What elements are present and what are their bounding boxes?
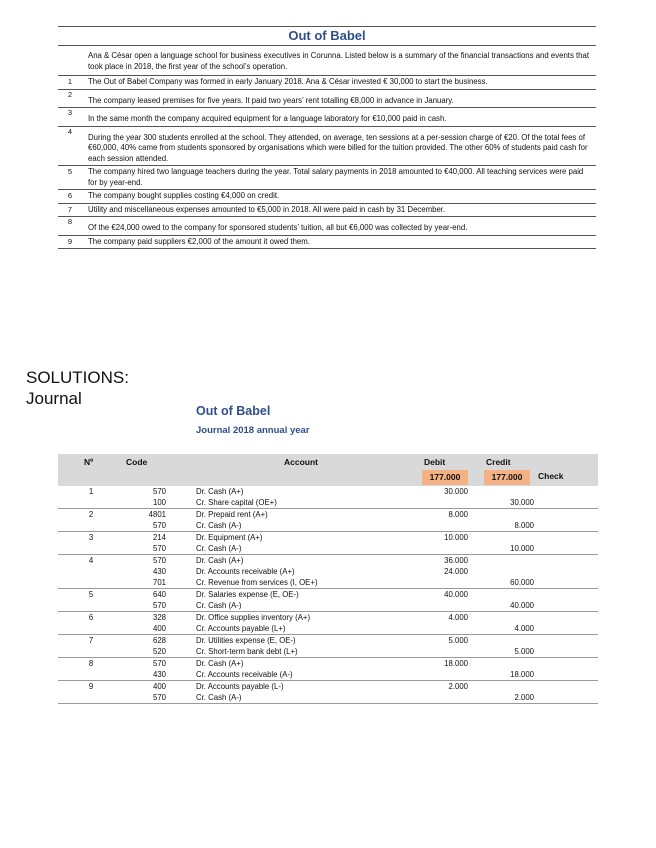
- account-code: 328: [152, 613, 166, 622]
- journal-header: [58, 454, 598, 486]
- problem-item-number: 2: [67, 89, 73, 99]
- check-label: Check: [538, 471, 564, 481]
- debit-amount: 5.000: [448, 636, 468, 645]
- credit-amount: 10.000: [510, 544, 534, 553]
- journal-entry: [58, 532, 598, 555]
- header-debit: Debit: [424, 457, 446, 467]
- problem-item-text: The Out of Babel Company was formed in early January 2018. Ana & César invested € 30,000 to start the business.: [88, 77, 488, 86]
- journal-line: [58, 532, 598, 543]
- problem-item-number: 9: [67, 236, 73, 246]
- debit-amount: 10.000: [444, 533, 468, 542]
- entry-number: 4: [88, 556, 94, 565]
- entry-number: 1: [88, 487, 94, 496]
- journal-entry: [58, 681, 598, 704]
- entry-number: 3: [88, 533, 94, 542]
- header-no: Nº: [84, 457, 94, 467]
- entry-number: 5: [88, 590, 94, 599]
- account-name: Dr. Cash (A+): [196, 487, 244, 496]
- debit-amount: 2.000: [448, 682, 468, 691]
- credit-total: 177.000: [484, 470, 530, 485]
- account-code: 100: [152, 498, 166, 507]
- account-name: Cr. Cash (A-): [196, 544, 242, 553]
- journal-line: [58, 681, 598, 692]
- problem-table: [58, 26, 596, 249]
- credit-amount: 60.000: [510, 578, 534, 587]
- account-name: Dr. Equipment (A+): [196, 533, 263, 542]
- account-code: 570: [152, 487, 166, 496]
- account-code: 570: [152, 544, 166, 553]
- account-name: Dr. Office supplies inventory (A+): [196, 613, 311, 622]
- account-name: Dr. Utilities expense (E, OE-): [196, 636, 296, 645]
- journal-entry: [58, 612, 598, 635]
- account-name: Dr. Prepaid rent (A+): [196, 510, 268, 519]
- header-account: Account: [284, 457, 318, 467]
- journal-heading: Journal: [26, 389, 82, 408]
- credit-amount: 2.000: [514, 693, 534, 702]
- account-code: 400: [152, 624, 166, 633]
- problem-items: [58, 76, 596, 249]
- journal-subtitle: Journal 2018 annual year: [196, 425, 310, 436]
- account-code: 520: [152, 647, 166, 656]
- journal-line: [58, 566, 598, 577]
- account-name: Cr. Accounts payable (L+): [196, 624, 286, 633]
- journal-line: [58, 646, 598, 657]
- credit-amount: 5.000: [514, 647, 534, 656]
- problem-item: [58, 166, 596, 190]
- debit-amount: 8.000: [448, 510, 468, 519]
- debit-amount: 18.000: [444, 659, 468, 668]
- debit-amount: 40.000: [444, 590, 468, 599]
- problem-intro: Ana & César open a language school for business executives in Corunna. Listed below is a summary of the financial transactions and events that took place in 2018, the first year of the school’s operation.: [58, 46, 596, 76]
- problem-item: [58, 190, 596, 204]
- debit-amount: 4.000: [448, 613, 468, 622]
- account-name: Cr. Short-term bank debt (L+): [196, 647, 298, 656]
- problem-item: [58, 127, 596, 167]
- problem-item-text: The company paid suppliers €2,000 of the amount it owed them.: [88, 236, 310, 246]
- account-code: 570: [152, 521, 166, 530]
- debit-amount: 24.000: [444, 567, 468, 576]
- account-name: Cr. Cash (A-): [196, 521, 242, 530]
- credit-amount: 40.000: [510, 601, 534, 610]
- journal-entry: [58, 486, 598, 509]
- journal-entry: [58, 658, 598, 681]
- problem-item-number: 3: [67, 108, 73, 117]
- header-code: Code: [126, 457, 148, 467]
- problem-item-text: The company hired two language teachers during the year. Total salary payments in 2018 amounted to €40,000. All teaching services were paid for by year-end.: [88, 167, 584, 187]
- entry-number: 8: [88, 659, 94, 668]
- journal-line: [58, 612, 598, 623]
- journal-line: [58, 520, 598, 531]
- problem-item: [58, 108, 596, 127]
- entry-number: 7: [88, 636, 94, 645]
- problem-item-text: Of the €24,000 owed to the company for sponsored students’ tuition, all but €6,000 was collected by year-end.: [88, 223, 468, 232]
- debit-amount: 36.000: [444, 556, 468, 565]
- account-name: Cr. Cash (A-): [196, 693, 242, 702]
- journal-line: [58, 635, 598, 646]
- account-name: Dr. Salaries expense (E, OE-): [196, 590, 299, 599]
- journal-line: [58, 692, 598, 703]
- journal-line: [58, 623, 598, 634]
- problem-item-text: In the same month the company acquired equipment for a language laboratory for €10,000 paid in cash.: [88, 114, 447, 123]
- account-code: 214: [152, 533, 166, 542]
- problem-item-text: The company bought supplies costing €4,000 on credit.: [88, 191, 280, 200]
- credit-amount: 18.000: [510, 670, 534, 679]
- journal-body: [58, 486, 598, 704]
- credit-amount: 4.000: [514, 624, 534, 633]
- problem-item: [58, 236, 596, 250]
- journal-line: [58, 497, 598, 508]
- journal-entry: [58, 509, 598, 532]
- problem-item: [58, 76, 596, 90]
- journal-entry: [58, 555, 598, 589]
- problem-item-number: 7: [67, 204, 73, 214]
- journal-entry: [58, 589, 598, 612]
- problem-item: [58, 90, 596, 109]
- problem-item-number: 4: [67, 126, 73, 136]
- problem-item-text: During the year 300 students enrolled at the school. They attended, on average, ten sessions at a per-session charge of €20. Of the total fees of €60,000, 40% came from students sponsored by organisations which were billed for the tuition provided. The other 60% of students paid cash for each session attended.: [88, 132, 588, 163]
- account-code: 570: [152, 659, 166, 668]
- credit-amount: 8.000: [514, 521, 534, 530]
- account-code: 570: [152, 601, 166, 610]
- account-name: Cr. Cash (A-): [196, 601, 242, 610]
- entry-number: 9: [88, 682, 94, 691]
- account-name: Dr. Cash (A+): [196, 556, 244, 565]
- account-code: 701: [152, 578, 166, 587]
- problem-item: [58, 217, 596, 236]
- account-name: Cr. Revenue from services (I, OE+): [196, 578, 318, 587]
- journal-line: [58, 589, 598, 600]
- entry-number: 6: [88, 613, 94, 622]
- account-name: Dr. Accounts payable (L-): [196, 682, 284, 691]
- problem-item-number: 1: [67, 77, 73, 86]
- problem-item-text: Utility and miscellaneous expenses amounted to €5,000 in 2018. All were paid in cash by 31 December.: [88, 204, 446, 214]
- problem-item: [58, 204, 596, 218]
- journal-entry: [58, 635, 598, 658]
- problem-item-number: 8: [67, 217, 73, 226]
- journal-line: [58, 658, 598, 669]
- account-code: 430: [152, 567, 166, 576]
- account-code: 400: [152, 682, 166, 691]
- account-name: Dr. Cash (A+): [196, 659, 244, 668]
- journal-line: [58, 555, 598, 566]
- account-name: Cr. Accounts receivable (A-): [196, 670, 293, 679]
- credit-amount: 30.000: [510, 498, 534, 507]
- account-name: Cr. Share capital (OE+): [196, 498, 277, 507]
- journal-line: [58, 600, 598, 611]
- account-code: 628: [152, 636, 166, 645]
- problem-item-number: 5: [67, 167, 73, 176]
- account-code: 4801: [148, 510, 166, 519]
- journal-line: [58, 669, 598, 680]
- journal-line: [58, 486, 598, 497]
- account-code: 430: [152, 670, 166, 679]
- problem-item-text: The company leased premises for five years. It paid two years’ rent totalling €8,000 in advance in January.: [88, 95, 454, 105]
- solutions-heading: SOLUTIONS:: [26, 368, 129, 387]
- problem-title: Out of Babel: [58, 27, 596, 46]
- debit-total: 177.000: [422, 470, 468, 485]
- debit-amount: 30.000: [444, 487, 468, 496]
- account-name: Dr. Accounts receivable (A+): [196, 567, 295, 576]
- journal-line: [58, 577, 598, 588]
- account-code: 570: [152, 556, 166, 565]
- account-code: 640: [152, 590, 166, 599]
- problem-item-number: 6: [67, 191, 73, 200]
- journal-title: Out of Babel: [196, 404, 271, 418]
- journal-line: [58, 509, 598, 520]
- journal-line: [58, 543, 598, 554]
- header-credit: Credit: [486, 457, 511, 467]
- account-code: 570: [152, 693, 166, 702]
- entry-number: 2: [88, 510, 94, 519]
